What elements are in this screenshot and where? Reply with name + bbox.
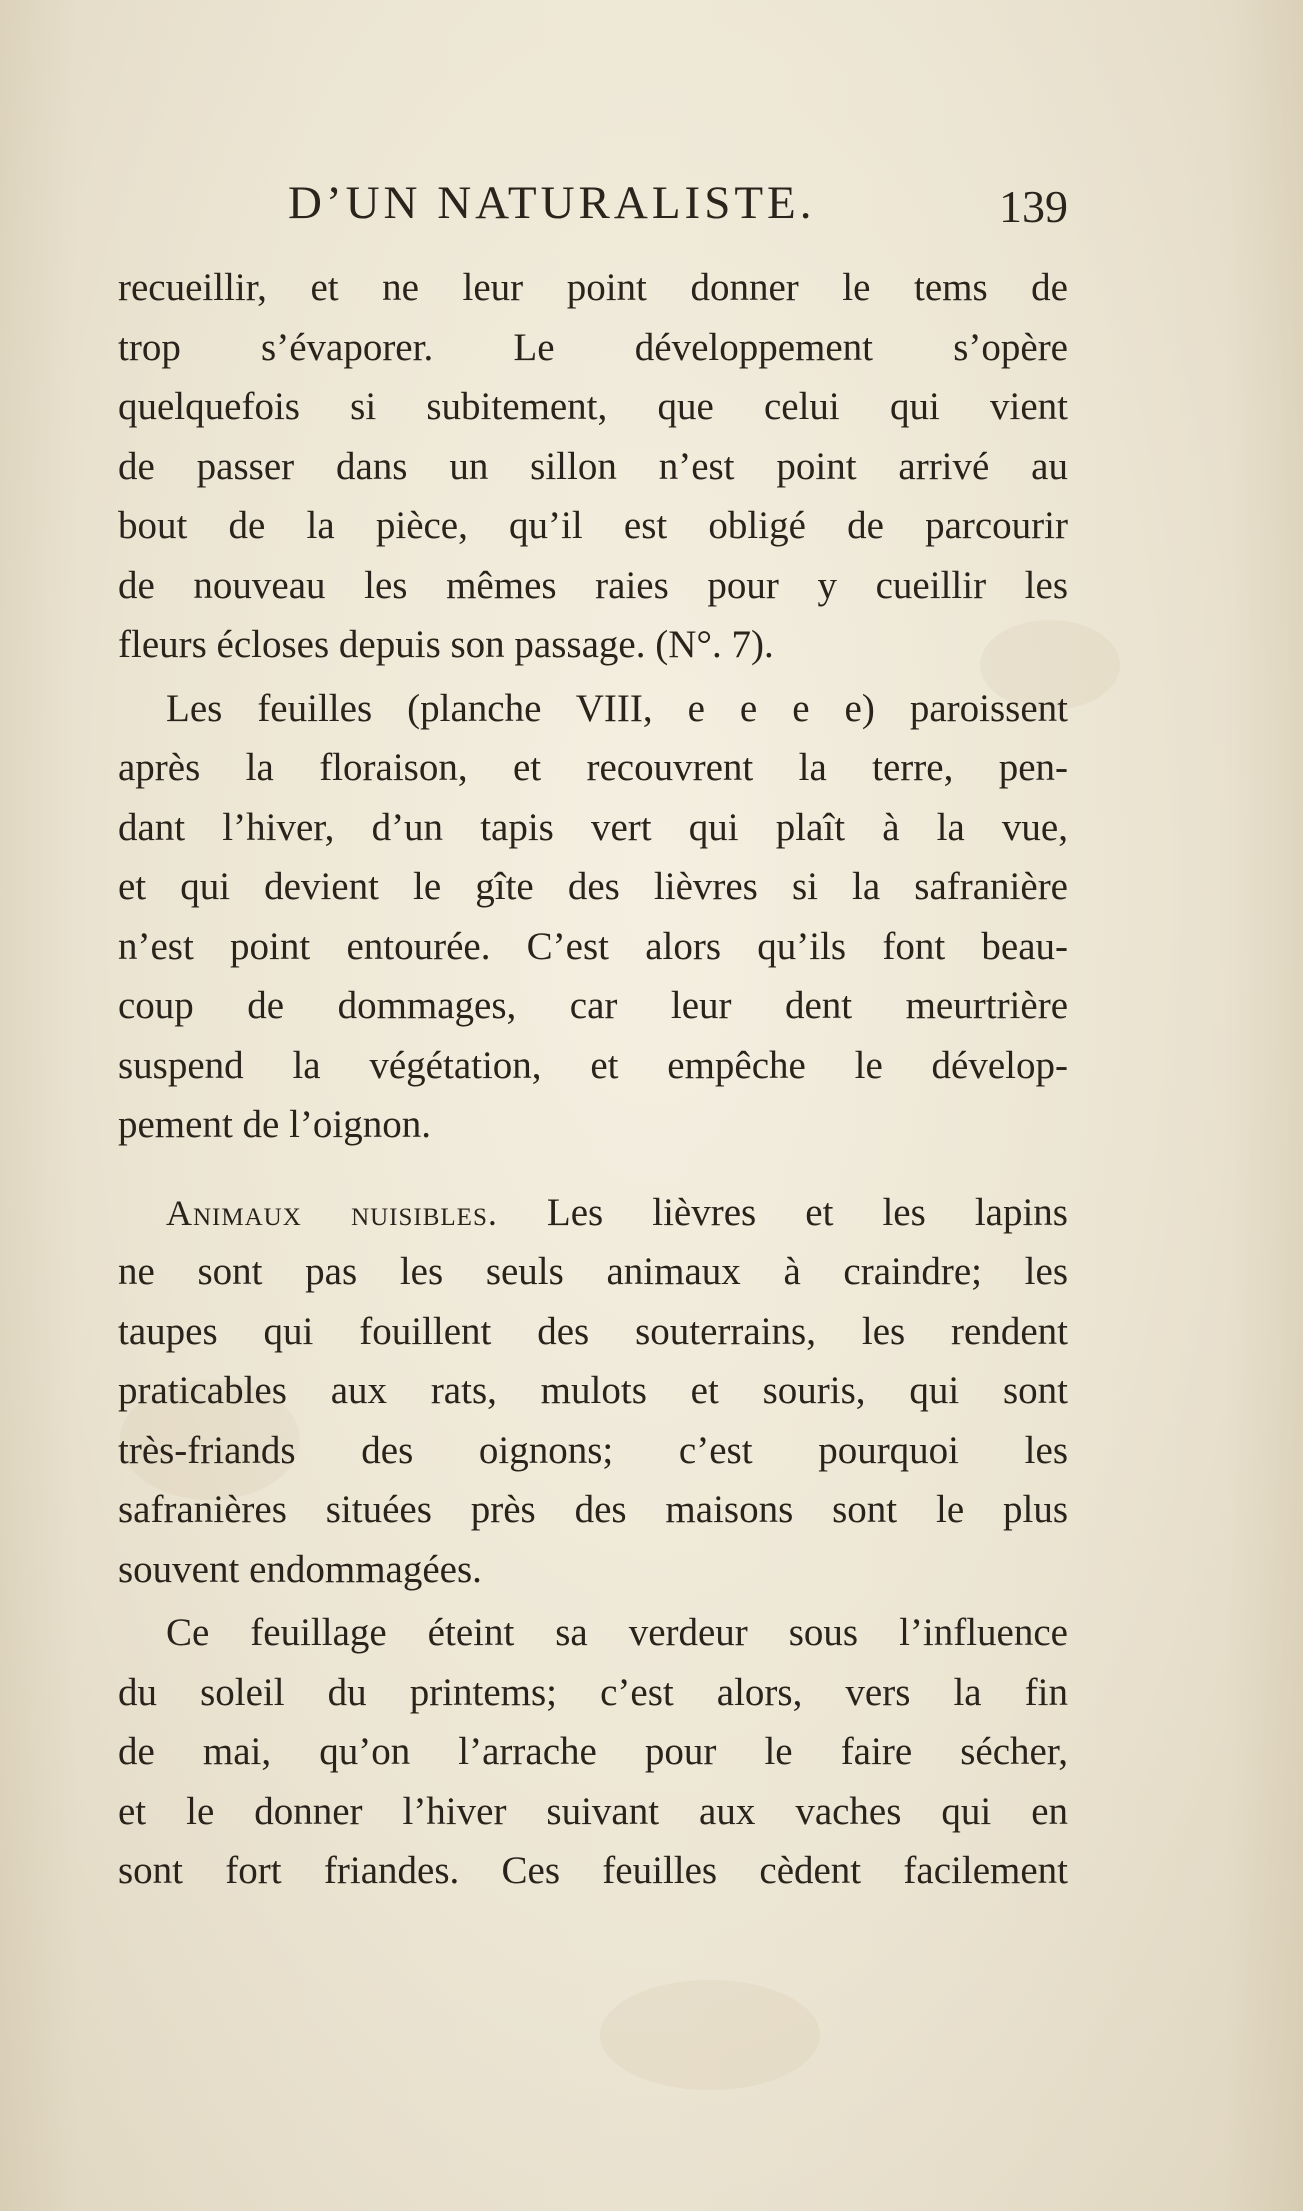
text-line: de passer dans un sillon n’est point arrivé au [118, 444, 1068, 488]
text-line: de nouveau les mêmes raies pour y cueillir les [118, 563, 1068, 607]
text-line [118, 1183, 1068, 1243]
page-header [118, 176, 1068, 236]
paper-stain [600, 1980, 820, 2090]
text-line: Les feuilles (planche VIII, e e e e) paroissent [166, 686, 1068, 730]
text-line: et qui devient le gîte des lièvres si la safranière [118, 865, 1068, 908]
text-line: recueillir, et ne leur point donner le tems de [118, 266, 1068, 309]
text-line: de mai, qu’on l’arrache pour le faire sécher, [118, 1730, 1068, 1773]
paragraph-2 [118, 679, 1068, 1155]
running-title: D’UN NATURALISTE. [288, 177, 816, 229]
body-text [118, 258, 1068, 1901]
section-heading: Animaux nuisibles. [166, 1192, 498, 1233]
text-line: sont fort friandes. Ces feuilles cèdent facilement [118, 1849, 1068, 1892]
text-line: praticables aux rats, mulots et souris, qui sont [118, 1369, 1068, 1412]
text-line: ne sont pas les seuls animaux à craindre; les [118, 1250, 1068, 1293]
text-line: Ce feuillage éteint sa verdeur sous l’influence [166, 1611, 1068, 1654]
text-line: et le donner l’hiver suivant aux vaches qui en [118, 1789, 1068, 1833]
text-line: quelquefois si subitement, que celui qui vient [118, 385, 1068, 428]
text-line: dant l’hiver, d’un tapis vert qui plaît à la vue, [118, 805, 1068, 849]
heading-line-rest: Les lièvres et les lapins [546, 1190, 1068, 1234]
paragraph-3 [118, 1183, 1068, 1600]
text-line: après la floraison, et recouvrent la terre, pen- [118, 746, 1068, 789]
text-line: pement de l’oignon. [118, 1103, 432, 1146]
page-number: 139 [999, 181, 1068, 232]
text-line: trop s’évaporer. Le développement s’opère [118, 325, 1068, 369]
section-gap [118, 1155, 1068, 1183]
text-line: fleurs écloses depuis son passage. (N°. 7). [118, 623, 774, 666]
paragraph-1 [118, 258, 1068, 675]
text-line: coup de dommages, car leur dent meurtrière [118, 984, 1068, 1027]
text-line: souvent endommagées. [118, 1547, 482, 1591]
text-line: taupes qui fouillent des souterrains, les rendent [118, 1309, 1068, 1353]
text-line: très-friands des oignons; c’est pourquoi les [118, 1428, 1068, 1472]
text-line: n’est point entourée. C’est alors qu’ils font beau- [118, 924, 1068, 968]
text-line: suspend la végétation, et empêche le dévelop- [118, 1043, 1068, 1087]
paragraph-4 [118, 1603, 1068, 1901]
text-line: bout de la pièce, qu’il est obligé de parcourir [118, 504, 1068, 547]
text-line: du soleil du printems; c’est alors, vers la fin [118, 1670, 1068, 1714]
text-line: safranières situées près des maisons sont le plus [118, 1488, 1068, 1531]
